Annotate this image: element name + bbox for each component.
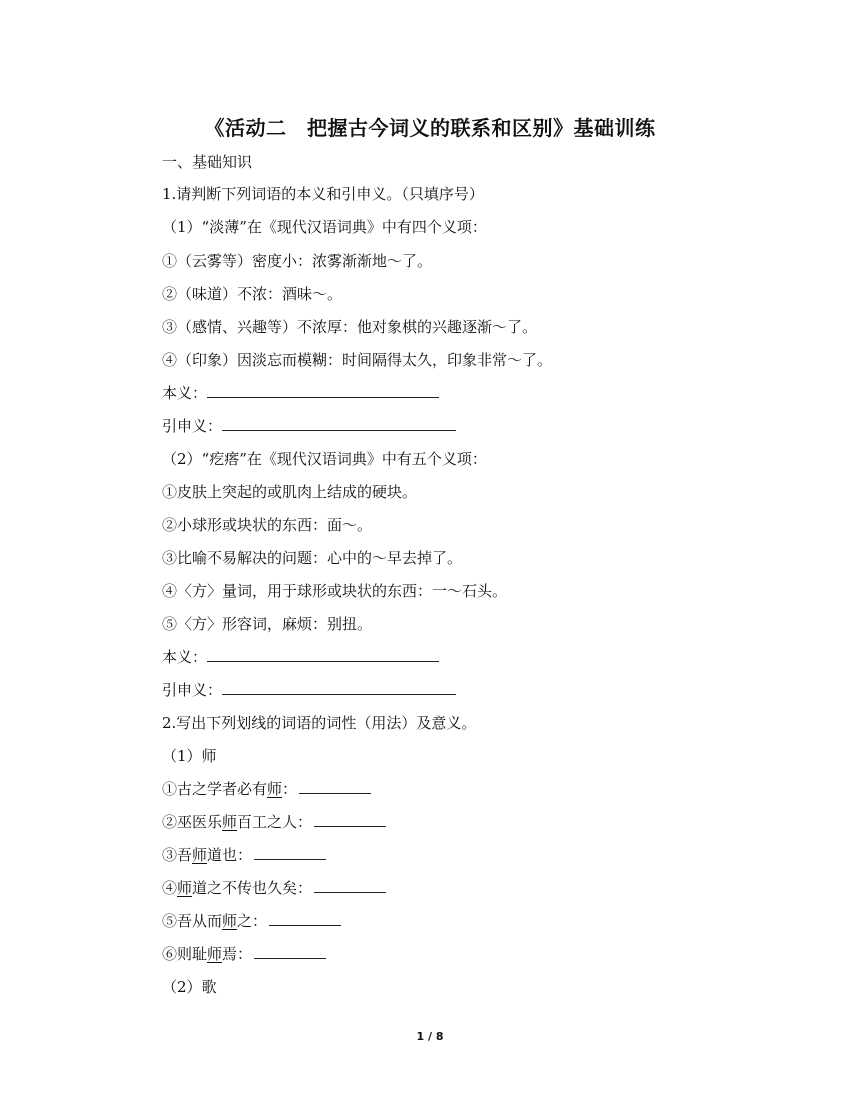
q2-item-prefix: ④ xyxy=(162,879,178,897)
q2-item-suffix: 百工之人： xyxy=(237,813,313,831)
q2-item-suffix: 道也： xyxy=(207,846,253,864)
ben-answer-blank[interactable] xyxy=(207,383,439,398)
q2-item xyxy=(162,844,326,866)
q2-item-suffix: 道之不传也久矣： xyxy=(192,879,313,897)
q2-item-prefix: ⑥则耻 xyxy=(162,945,208,963)
yin-label: 引申义： xyxy=(162,417,223,435)
q2-item-prefix: ②巫医乐 xyxy=(162,813,223,831)
q2-item xyxy=(162,778,371,800)
q1-part1-yin-row xyxy=(162,415,456,437)
ben-label: 本义： xyxy=(162,648,208,666)
answer-blank[interactable] xyxy=(269,911,341,926)
answer-blank[interactable] xyxy=(254,944,326,959)
q1-part1-item: ④（印象）因淡忘而模糊：时间隔得太久，印象非常～了。 xyxy=(162,351,553,369)
q1-part2-yin-row xyxy=(162,679,456,701)
answer-blank[interactable] xyxy=(254,845,326,860)
q1-part2-item: ②小球形或块状的东西：面～。 xyxy=(162,516,373,534)
answer-blank[interactable] xyxy=(314,878,386,893)
question-1-prompt: 1.请判断下列词语的本义和引申义。（只填序号） xyxy=(162,185,484,203)
document-title: 《活动二 把握古今词义的联系和区别》基础训练 xyxy=(204,116,656,140)
q2-item xyxy=(162,877,386,899)
underlined-word: 师 xyxy=(222,912,238,930)
q1-part1-item: ②（味道）不浓：酒味～。 xyxy=(162,285,343,303)
q1-part2-item: ①皮肤上突起的或肌肉上结成的硬块。 xyxy=(162,483,418,501)
q2-item-suffix: 之： xyxy=(237,912,268,930)
answer-blank[interactable] xyxy=(314,812,386,827)
q1-part1-item: ③（感情、兴趣等）不浓厚：他对象棋的兴趣逐渐～了。 xyxy=(162,318,538,336)
q1-part2-item: ④〈方〉量词，用于球形或块状的东西：一～石头。 xyxy=(162,582,508,600)
q1-part1-item: ①（云雾等）密度小：浓雾渐渐地～了。 xyxy=(162,252,433,270)
section-heading: 一、基础知识 xyxy=(162,153,253,171)
q2-item xyxy=(162,811,386,833)
q2-item-prefix: ①古之学者必有 xyxy=(162,780,268,798)
yin-label: 引申义： xyxy=(162,681,223,699)
q2-part1-intro: （1）师 xyxy=(162,747,217,765)
page-number: 1 / 8 xyxy=(416,1030,444,1043)
underlined-word: 师 xyxy=(222,813,238,831)
answer-blank[interactable] xyxy=(299,779,371,794)
underlined-word: 师 xyxy=(207,945,223,963)
q2-item xyxy=(162,910,341,932)
underlined-word: 师 xyxy=(177,879,193,897)
q2-item-suffix: 焉： xyxy=(222,945,253,963)
q1-part2-item: ⑤〈方〉形容词，麻烦：别扭。 xyxy=(162,615,373,633)
underlined-word: 师 xyxy=(192,846,208,864)
q2-part2-intro: （2）歌 xyxy=(162,978,217,996)
q1-part2-item: ③比喻不易解决的问题：心中的～早去掉了。 xyxy=(162,549,463,567)
q2-item-suffix: ： xyxy=(282,780,298,798)
q1-part2-intro: （2）“疙瘩”在《现代汉语词典》中有五个义项： xyxy=(162,450,487,468)
q2-item-prefix: ⑤吾从而 xyxy=(162,912,223,930)
underlined-word: 师 xyxy=(267,780,283,798)
q2-item-prefix: ③吾 xyxy=(162,846,193,864)
q1-part1-intro: （1）“淡薄”在《现代汉语词典》中有四个义项： xyxy=(162,218,487,236)
ben-label: 本义： xyxy=(162,384,208,402)
ben-answer-blank[interactable] xyxy=(207,647,439,662)
question-2-prompt: 2.写出下列划线的词语的词性（用法）及意义。 xyxy=(162,714,477,732)
yin-answer-blank[interactable] xyxy=(222,416,456,431)
q1-part1-ben-row xyxy=(162,382,439,404)
q2-item xyxy=(162,943,326,965)
yin-answer-blank[interactable] xyxy=(222,680,456,695)
q1-part2-ben-row xyxy=(162,646,439,668)
